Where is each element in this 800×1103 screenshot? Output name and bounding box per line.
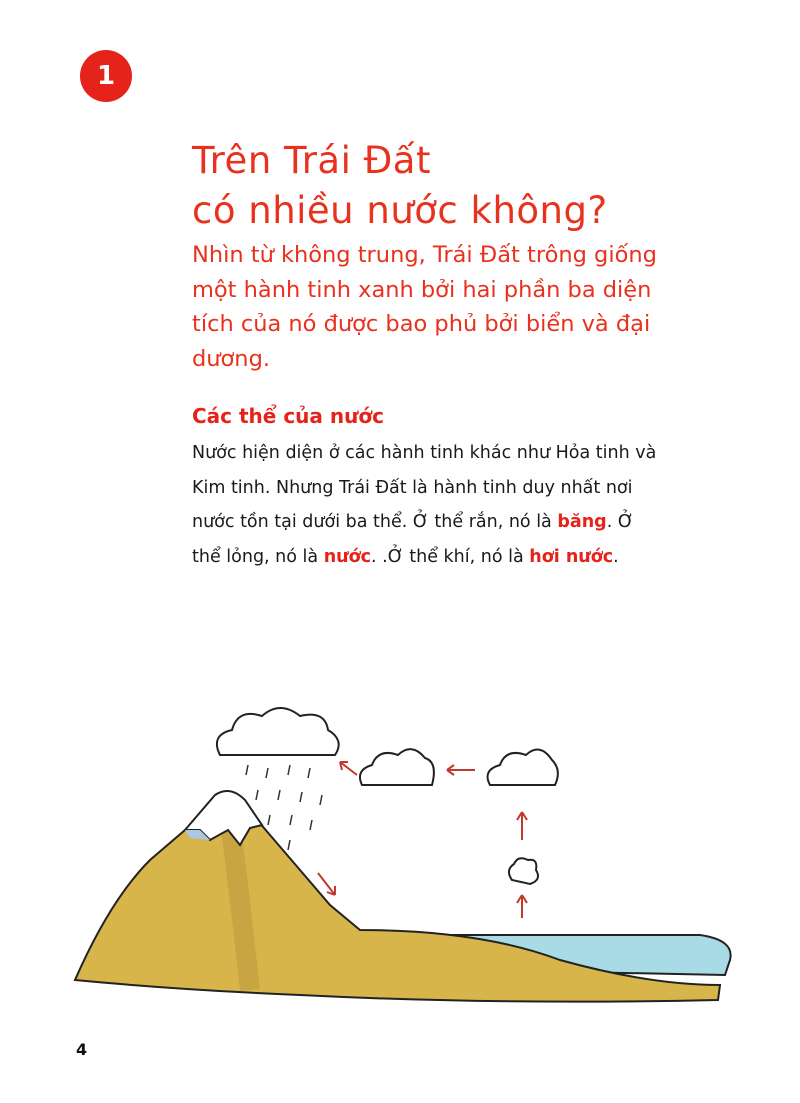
cloud-right: [488, 750, 558, 785]
page-number: 4: [76, 1040, 88, 1059]
cloud-middle: [360, 749, 434, 785]
title-line-1: Trên Trái Đất: [192, 139, 431, 182]
term-vapor: hơi nước: [529, 546, 614, 567]
chapter-badge: 1: [80, 50, 132, 102]
body-text: . Ở thể lỏng, nó là: [192, 512, 634, 567]
rain-cloud: [217, 708, 339, 755]
section-heading: Các thể của nước: [192, 404, 384, 428]
term-water: nước: [323, 546, 372, 567]
intro-paragraph: Nhìn từ không trung, Trái Đất trông giống một hành tinh xanh bởi hai phần ba diện tích của nó được bao phủ bởi biển và đại dương.: [192, 242, 657, 372]
title-line-2: có nhiều nước không?: [192, 189, 608, 232]
body-text: Nước hiện diện ở các hành tinh khác như Hỏa tinh và Kim tinh. Nhưng Trái Đất là hành tinh duy nhất nơi nước tồn tại dưới ba thể. Ở thể rắn, nó là: [192, 443, 657, 532]
body-text: .: [613, 546, 619, 567]
vapor-puff: [509, 858, 538, 884]
term-ice: băng: [557, 512, 607, 532]
body-text: . .Ở thể khí, nó là: [371, 546, 530, 567]
